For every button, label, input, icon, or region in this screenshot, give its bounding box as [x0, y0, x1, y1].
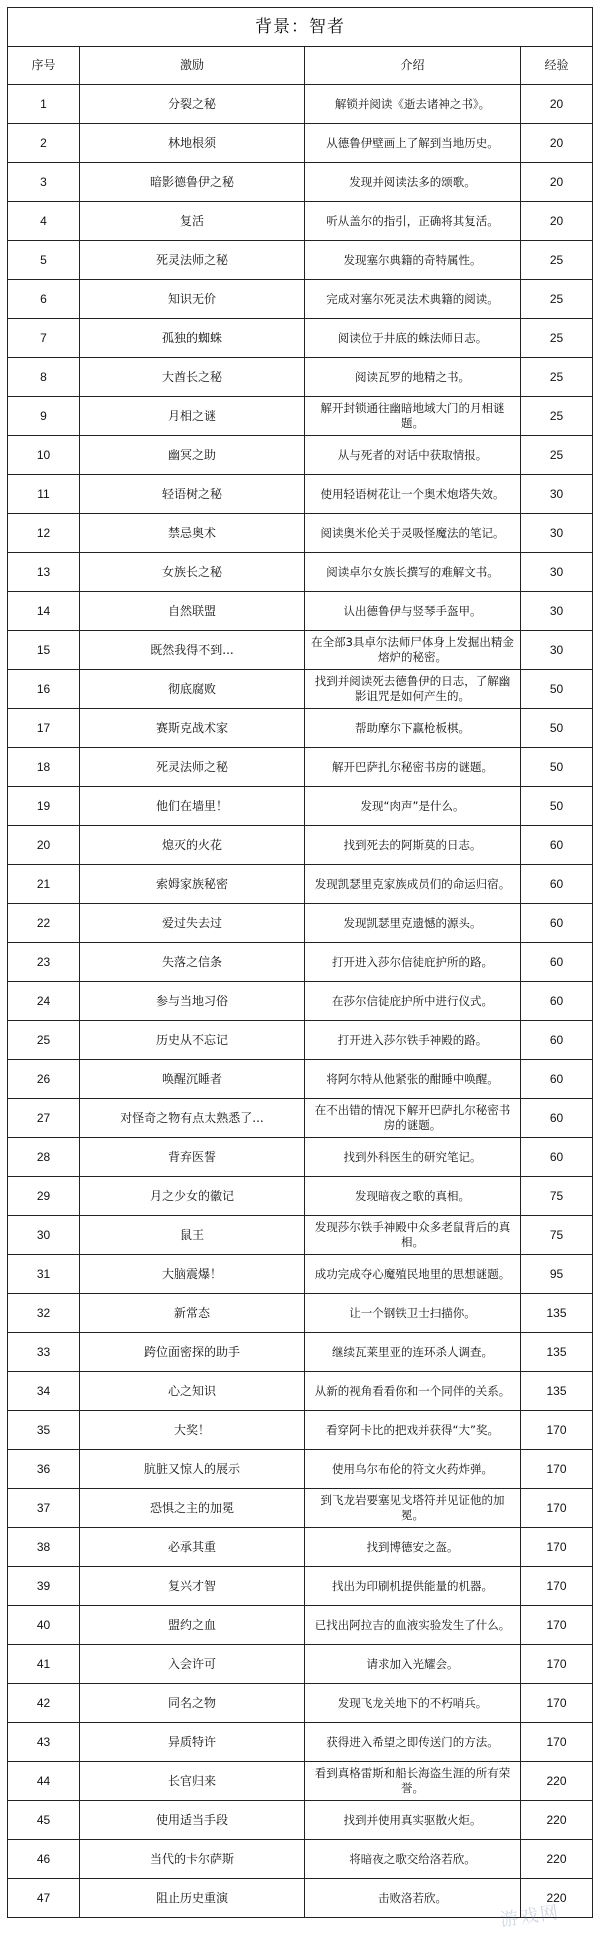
row-index: 8 — [8, 358, 80, 397]
row-index: 44 — [8, 1762, 80, 1801]
row-incentive: 失落之信条 — [80, 943, 305, 982]
row-experience: 170 — [521, 1723, 593, 1762]
row-index: 19 — [8, 787, 80, 826]
row-incentive: 孤独的蜘蛛 — [80, 319, 305, 358]
row-description: 找到博德安之盔。 — [305, 1528, 521, 1567]
row-index: 46 — [8, 1840, 80, 1879]
row-description: 看到真格雷斯和船长海盗生涯的所有荣誉。 — [305, 1762, 521, 1801]
row-experience: 170 — [521, 1645, 593, 1684]
table-row — [8, 163, 593, 202]
row-incentive: 分裂之秘 — [80, 85, 305, 124]
row-description: 完成对塞尔死灵法术典籍的阅读。 — [305, 280, 521, 319]
table-row — [8, 1411, 593, 1450]
header-description: 介绍 — [305, 47, 521, 85]
row-description: 解开封锁通往幽暗地域大门的月相谜题。 — [305, 397, 521, 436]
row-experience: 60 — [521, 826, 593, 865]
row-experience: 20 — [521, 202, 593, 241]
row-incentive: 大脑震爆！ — [80, 1255, 305, 1294]
table-row — [8, 1099, 593, 1138]
row-experience: 170 — [521, 1567, 593, 1606]
row-description: 在莎尔信徒庇护所中进行仪式。 — [305, 982, 521, 1021]
row-index: 4 — [8, 202, 80, 241]
row-index: 2 — [8, 124, 80, 163]
row-incentive: 大酋长之秘 — [80, 358, 305, 397]
row-description: 认出德鲁伊与竖琴手盔甲。 — [305, 592, 521, 631]
table-row — [8, 865, 593, 904]
row-index: 34 — [8, 1372, 80, 1411]
row-description: 找到死去的阿斯莫的日志。 — [305, 826, 521, 865]
table-row — [8, 982, 593, 1021]
row-description: 从新的视角看看你和一个同伴的关系。 — [305, 1372, 521, 1411]
row-experience: 60 — [521, 1099, 593, 1138]
row-experience: 220 — [521, 1840, 593, 1879]
row-incentive: 索姆家族秘密 — [80, 865, 305, 904]
table-row — [8, 1372, 593, 1411]
row-description: 将暗夜之歌交给洛若欣。 — [305, 1840, 521, 1879]
row-description: 打开进入莎尔铁手神殿的路。 — [305, 1021, 521, 1060]
table-row — [8, 319, 593, 358]
row-index: 35 — [8, 1411, 80, 1450]
row-index: 39 — [8, 1567, 80, 1606]
row-index: 20 — [8, 826, 80, 865]
table-row — [8, 1138, 593, 1177]
table-row — [8, 943, 593, 982]
row-incentive: 鼠王 — [80, 1216, 305, 1255]
row-description: 帮助摩尔下赢枪板棋。 — [305, 709, 521, 748]
row-experience: 60 — [521, 865, 593, 904]
table-row — [8, 1489, 593, 1528]
row-incentive: 知识无价 — [80, 280, 305, 319]
table-row — [8, 904, 593, 943]
table-row — [8, 1801, 593, 1840]
row-experience: 25 — [521, 319, 593, 358]
row-experience: 170 — [521, 1528, 593, 1567]
row-description: 找到外科医生的研究笔记。 — [305, 1138, 521, 1177]
table-row — [8, 1606, 593, 1645]
row-incentive: 林地根须 — [80, 124, 305, 163]
row-experience: 60 — [521, 1021, 593, 1060]
row-description: 到飞龙岩要塞见戈塔符并见证他的加冕。 — [305, 1489, 521, 1528]
table-row — [8, 631, 593, 670]
row-description: 继续瓦莱里亚的连环杀人调查。 — [305, 1333, 521, 1372]
table-row — [8, 1294, 593, 1333]
table-row — [8, 1762, 593, 1801]
row-experience: 25 — [521, 397, 593, 436]
row-experience: 60 — [521, 1060, 593, 1099]
site-watermark: 游戏网 — [499, 1901, 562, 1932]
row-index: 16 — [8, 670, 80, 709]
row-index: 28 — [8, 1138, 80, 1177]
row-experience: 170 — [521, 1606, 593, 1645]
row-incentive: 复活 — [80, 202, 305, 241]
row-index: 47 — [8, 1879, 80, 1918]
row-incentive: 使用适当手段 — [80, 1801, 305, 1840]
table-row — [8, 670, 593, 709]
table-row — [8, 709, 593, 748]
table-row — [8, 1684, 593, 1723]
row-experience: 20 — [521, 85, 593, 124]
row-index: 14 — [8, 592, 80, 631]
row-incentive: 赛斯克战术家 — [80, 709, 305, 748]
row-index: 12 — [8, 514, 80, 553]
table-row — [8, 592, 593, 631]
row-experience: 25 — [521, 358, 593, 397]
table-row — [8, 1060, 593, 1099]
table-row — [8, 514, 593, 553]
row-incentive: 暗影德鲁伊之秘 — [80, 163, 305, 202]
table-row — [8, 202, 593, 241]
table-title: 背景：智者 — [8, 8, 593, 47]
row-incentive: 长官归来 — [80, 1762, 305, 1801]
table-row — [8, 280, 593, 319]
row-description: 已找出阿拉吉的血液实验发生了什么。 — [305, 1606, 521, 1645]
row-experience: 170 — [521, 1411, 593, 1450]
row-index: 15 — [8, 631, 80, 670]
row-experience: 20 — [521, 124, 593, 163]
table-row — [8, 1840, 593, 1879]
row-description: 让一个钢铁卫士扫描你。 — [305, 1294, 521, 1333]
row-incentive: 月之少女的徽记 — [80, 1177, 305, 1216]
row-experience: 220 — [521, 1801, 593, 1840]
row-incentive: 禁忌奥术 — [80, 514, 305, 553]
table-row — [8, 397, 593, 436]
row-index: 31 — [8, 1255, 80, 1294]
row-experience: 30 — [521, 475, 593, 514]
row-incentive: 女族长之秘 — [80, 553, 305, 592]
table-row — [8, 358, 593, 397]
row-incentive: 既然我得不到... — [80, 631, 305, 670]
row-description: 请求加入光耀会。 — [305, 1645, 521, 1684]
row-description: 听从盖尔的指引，正确将其复活。 — [305, 202, 521, 241]
row-index: 30 — [8, 1216, 80, 1255]
row-experience: 170 — [521, 1489, 593, 1528]
row-index: 6 — [8, 280, 80, 319]
row-index: 43 — [8, 1723, 80, 1762]
table-row — [8, 475, 593, 514]
row-incentive: 死灵法师之秘 — [80, 748, 305, 787]
row-experience: 50 — [521, 670, 593, 709]
table-title-row — [8, 8, 593, 47]
row-description: 看穿阿卡比的把戏并获得“大”奖。 — [305, 1411, 521, 1450]
row-index: 27 — [8, 1099, 80, 1138]
row-index: 38 — [8, 1528, 80, 1567]
achievement-table-container — [7, 7, 592, 1918]
row-index: 7 — [8, 319, 80, 358]
row-description: 发现暗夜之歌的真相。 — [305, 1177, 521, 1216]
row-experience: 95 — [521, 1255, 593, 1294]
row-index: 17 — [8, 709, 80, 748]
table-row — [8, 1567, 593, 1606]
table-header-row — [8, 47, 593, 85]
table-row — [8, 1528, 593, 1567]
table-row — [8, 553, 593, 592]
row-incentive: 阻止历史重演 — [80, 1879, 305, 1918]
row-experience: 220 — [521, 1879, 593, 1918]
row-description: 使用轻语树花让一个奥术炮塔失效。 — [305, 475, 521, 514]
row-experience: 50 — [521, 787, 593, 826]
row-incentive: 自然联盟 — [80, 592, 305, 631]
row-incentive: 彻底腐败 — [80, 670, 305, 709]
row-description: 将阿尔特从他紧张的酣睡中唤醒。 — [305, 1060, 521, 1099]
row-incentive: 跨位面密探的助手 — [80, 1333, 305, 1372]
row-experience: 50 — [521, 709, 593, 748]
row-description: 打开进入莎尔信徒庇护所的路。 — [305, 943, 521, 982]
row-incentive: 轻语树之秘 — [80, 475, 305, 514]
row-experience: 25 — [521, 436, 593, 475]
row-description: 阅读瓦罗的地精之书。 — [305, 358, 521, 397]
table-row — [8, 1333, 593, 1372]
row-index: 40 — [8, 1606, 80, 1645]
table-row — [8, 826, 593, 865]
row-incentive: 恐惧之主的加冕 — [80, 1489, 305, 1528]
row-experience: 60 — [521, 1138, 593, 1177]
row-description: 成功完成夺心魔殖民地里的思想谜题。 — [305, 1255, 521, 1294]
row-description: 解开巴萨扎尔秘密书房的谜题。 — [305, 748, 521, 787]
row-index: 21 — [8, 865, 80, 904]
row-experience: 25 — [521, 280, 593, 319]
row-description: 找出为印刷机提供能量的机器。 — [305, 1567, 521, 1606]
table-row — [8, 124, 593, 163]
row-description: 发现飞龙关地下的不朽哨兵。 — [305, 1684, 521, 1723]
row-index: 22 — [8, 904, 80, 943]
row-incentive: 参与当地习俗 — [80, 982, 305, 1021]
row-description: 在全部3具卓尔法师尸体身上发掘出精金熔炉的秘密。 — [305, 631, 521, 670]
table-row — [8, 1255, 593, 1294]
row-incentive: 入会许可 — [80, 1645, 305, 1684]
row-description: 发现凯瑟里克遗憾的源头。 — [305, 904, 521, 943]
header-experience: 经验 — [521, 47, 593, 85]
row-index: 29 — [8, 1177, 80, 1216]
row-incentive: 他们在墙里！ — [80, 787, 305, 826]
row-description: 发现凯瑟里克家族成员们的命运归宿。 — [305, 865, 521, 904]
table-row — [8, 1216, 593, 1255]
row-experience: 135 — [521, 1333, 593, 1372]
row-description: 在不出错的情况下解开巴萨扎尔秘密书房的谜题。 — [305, 1099, 521, 1138]
row-description: 击败洛若欣。 — [305, 1879, 521, 1918]
row-index: 9 — [8, 397, 80, 436]
row-experience: 30 — [521, 514, 593, 553]
row-incentive: 复兴才智 — [80, 1567, 305, 1606]
row-incentive: 背弃医誓 — [80, 1138, 305, 1177]
row-description: 从与死者的对话中获取情报。 — [305, 436, 521, 475]
table-row — [8, 85, 593, 124]
row-experience: 75 — [521, 1177, 593, 1216]
row-experience: 30 — [521, 631, 593, 670]
row-incentive: 爱过失去过 — [80, 904, 305, 943]
row-description: 解锁并阅读《逝去诸神之书》。 — [305, 85, 521, 124]
row-index: 18 — [8, 748, 80, 787]
row-description: 使用乌尔布伦的符文火药炸弹。 — [305, 1450, 521, 1489]
row-index: 25 — [8, 1021, 80, 1060]
row-description: 阅读位于井底的蛛法师日志。 — [305, 319, 521, 358]
row-incentive: 当代的卡尔萨斯 — [80, 1840, 305, 1879]
row-index: 36 — [8, 1450, 80, 1489]
row-incentive: 大奖！ — [80, 1411, 305, 1450]
row-index: 32 — [8, 1294, 80, 1333]
row-index: 11 — [8, 475, 80, 514]
row-description: 发现塞尔典籍的奇特属性。 — [305, 241, 521, 280]
row-experience: 135 — [521, 1372, 593, 1411]
row-experience: 30 — [521, 553, 593, 592]
row-index: 24 — [8, 982, 80, 1021]
row-incentive: 月相之谜 — [80, 397, 305, 436]
row-index: 42 — [8, 1684, 80, 1723]
row-index: 41 — [8, 1645, 80, 1684]
row-experience: 20 — [521, 163, 593, 202]
row-index: 23 — [8, 943, 80, 982]
table-row — [8, 787, 593, 826]
row-index: 5 — [8, 241, 80, 280]
row-experience: 60 — [521, 904, 593, 943]
row-incentive: 盟约之血 — [80, 1606, 305, 1645]
row-incentive: 死灵法师之秘 — [80, 241, 305, 280]
row-index: 13 — [8, 553, 80, 592]
row-description: 阅读卓尔女族长撰写的难解文书。 — [305, 553, 521, 592]
row-incentive: 唤醒沉睡者 — [80, 1060, 305, 1099]
row-experience: 220 — [521, 1762, 593, 1801]
table-row — [8, 1021, 593, 1060]
row-index: 26 — [8, 1060, 80, 1099]
row-incentive: 必承其重 — [80, 1528, 305, 1567]
row-experience: 135 — [521, 1294, 593, 1333]
row-incentive: 同名之物 — [80, 1684, 305, 1723]
row-incentive: 熄灭的火花 — [80, 826, 305, 865]
table-row — [8, 748, 593, 787]
row-description: 发现并阅读法多的颂歌。 — [305, 163, 521, 202]
row-incentive: 肮脏又惊人的展示 — [80, 1450, 305, 1489]
row-description: 发现“肉声”是什么。 — [305, 787, 521, 826]
row-experience: 170 — [521, 1450, 593, 1489]
row-description: 发现莎尔铁手神殿中众多老鼠背后的真相。 — [305, 1216, 521, 1255]
header-incentive: 激励 — [80, 47, 305, 85]
row-description: 找到并阅读死去德鲁伊的日志，了解幽影诅咒是如何产生的。 — [305, 670, 521, 709]
table-body — [8, 85, 593, 1918]
table-row — [8, 1723, 593, 1762]
row-experience: 50 — [521, 748, 593, 787]
table-row — [8, 436, 593, 475]
table-row — [8, 1645, 593, 1684]
row-experience: 60 — [521, 982, 593, 1021]
row-description: 找到并使用真实驱散火炬。 — [305, 1801, 521, 1840]
table-row — [8, 1177, 593, 1216]
row-experience: 170 — [521, 1684, 593, 1723]
achievement-table — [7, 7, 593, 1918]
row-description: 从德鲁伊壁画上了解到当地历史。 — [305, 124, 521, 163]
row-incentive: 幽冥之助 — [80, 436, 305, 475]
row-description: 阅读奥米伦关于灵吸怪魔法的笔记。 — [305, 514, 521, 553]
row-experience: 25 — [521, 241, 593, 280]
table-row — [8, 1450, 593, 1489]
row-index: 33 — [8, 1333, 80, 1372]
row-index: 45 — [8, 1801, 80, 1840]
row-index: 3 — [8, 163, 80, 202]
row-incentive: 对怪奇之物有点太熟悉了... — [80, 1099, 305, 1138]
row-index: 10 — [8, 436, 80, 475]
row-experience: 75 — [521, 1216, 593, 1255]
table-row — [8, 241, 593, 280]
row-incentive: 新常态 — [80, 1294, 305, 1333]
row-incentive: 历史从不忘记 — [80, 1021, 305, 1060]
row-index: 37 — [8, 1489, 80, 1528]
header-index: 序号 — [8, 47, 80, 85]
row-description: 获得进入希望之即传送门的方法。 — [305, 1723, 521, 1762]
row-experience: 30 — [521, 592, 593, 631]
row-incentive: 心之知识 — [80, 1372, 305, 1411]
row-incentive: 异质特许 — [80, 1723, 305, 1762]
row-experience: 60 — [521, 943, 593, 982]
row-index: 1 — [8, 85, 80, 124]
